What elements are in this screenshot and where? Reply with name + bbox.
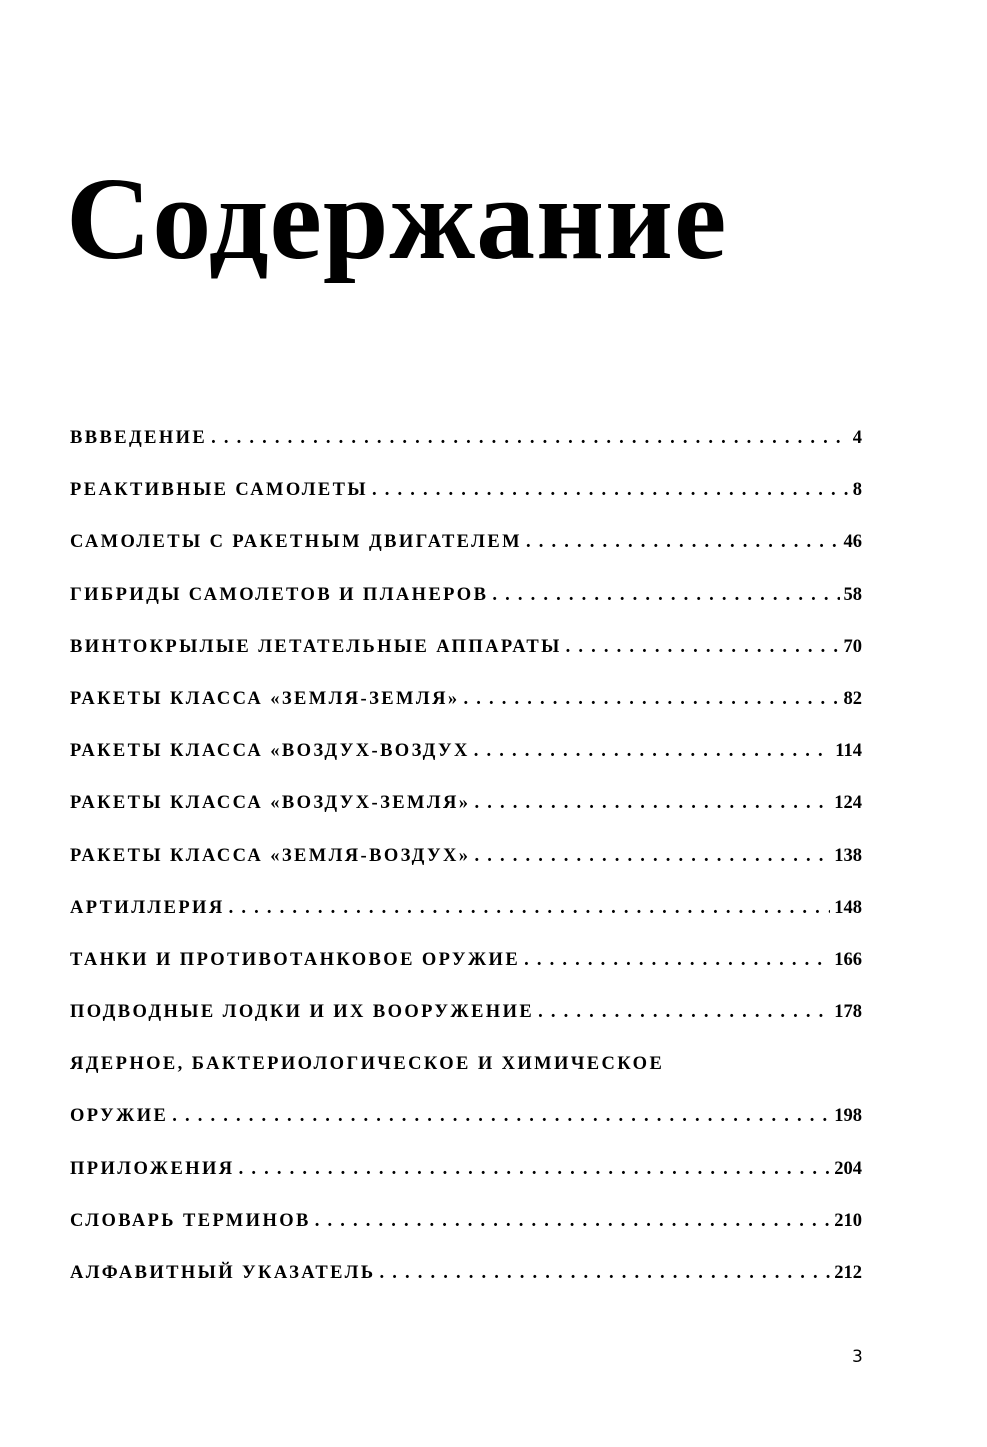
dot-leader <box>474 846 830 867</box>
toc-entry-label: ГИБРИДЫ САМОЛЕТОВ И ПЛАНЕРОВ <box>70 584 489 605</box>
toc-entry-label: АЛФАВИТНЫЙ УКАЗАТЕЛЬ <box>70 1263 376 1283</box>
toc-entry[interactable] <box>70 793 862 845</box>
dot-leader <box>566 637 840 658</box>
toc-entry-label: ТАНКИ И ПРОТИВОТАНКОВОЕ ОРУЖИЕ <box>70 949 521 970</box>
toc-entry-label: ВВВЕДЕНИЕ <box>70 428 208 448</box>
toc-entry[interactable] <box>70 1002 862 1054</box>
toc-entry-label: РАКЕТЫ КЛАССА «ВОЗДУХ-ЗЕМЛЯ» <box>70 793 471 814</box>
toc-entry-page: 210 <box>834 1210 862 1231</box>
toc-entry-page: 148 <box>834 897 862 918</box>
toc-entry[interactable] <box>70 689 862 741</box>
toc-entry-label: ПРИЛОЖЕНИЯ <box>70 1158 235 1179</box>
toc-entry[interactable] <box>70 585 862 637</box>
dot-leader <box>474 741 832 762</box>
toc-entry-line1[interactable] <box>70 1054 862 1106</box>
dot-leader <box>463 689 839 710</box>
dot-leader <box>492 585 839 606</box>
dot-leader <box>379 1263 830 1284</box>
toc-entry-label: РЕАКТИВНЫЕ САМОЛЕТЫ <box>70 480 368 501</box>
toc-entry-label: СЛОВАРЬ ТЕРМИНОВ <box>70 1210 311 1231</box>
dot-leader <box>526 532 840 553</box>
dot-leader <box>211 428 849 449</box>
dot-leader <box>229 898 831 919</box>
toc-entry[interactable] <box>70 1263 862 1315</box>
toc-entry-page: 70 <box>843 636 862 657</box>
toc-entry-label: ОРУЖИЕ <box>70 1106 169 1127</box>
toc-entry-page: 138 <box>834 845 862 866</box>
toc-entry[interactable] <box>70 1211 862 1263</box>
toc-entry-label: ПОДВОДНЫЕ ЛОДКИ И ИХ ВООРУЖЕНИЕ <box>70 1002 535 1023</box>
toc-entry-label: САМОЛЕТЫ С РАКЕТНЫМ ДВИГАТЕЛЕМ <box>70 532 522 553</box>
toc-entry[interactable] <box>70 1159 862 1211</box>
toc-entry-label: ВИНТОКРЫЛЫЕ ЛЕТАТЕЛЬНЫЕ АППАРАТЫ <box>70 636 562 657</box>
toc-entry-label: РАКЕТЫ КЛАССА «ВОЗДУХ-ВОЗДУХ <box>70 741 470 762</box>
dot-leader <box>315 1211 830 1232</box>
dot-leader <box>474 793 830 814</box>
toc-entry[interactable] <box>70 532 862 584</box>
toc-entry[interactable] <box>70 637 862 689</box>
toc-entry-page: 166 <box>834 949 862 970</box>
toc-entry-page: 204 <box>834 1158 862 1179</box>
toc-entry[interactable] <box>70 950 862 1002</box>
page-number: 3 <box>852 1347 863 1367</box>
toc-entry-page: 46 <box>843 532 862 553</box>
toc-entry[interactable] <box>70 898 862 950</box>
toc-entry-page: 178 <box>834 1002 862 1023</box>
toc-entry[interactable] <box>70 1106 862 1158</box>
toc-entry-label: РАКЕТЫ КЛАССА «ЗЕМЛЯ-ЗЕМЛЯ» <box>70 688 460 709</box>
dot-leader <box>524 950 830 971</box>
toc-entry-label: ЯДЕРНОЕ, БАКТЕРИОЛОГИЧЕСКОЕ И ХИМИЧЕСКОЕ <box>70 1054 665 1075</box>
toc-entry-label: АРТИЛЛЕРИЯ <box>70 897 225 918</box>
page-title: Содержание <box>66 153 728 284</box>
toc-entry-page: 212 <box>834 1263 862 1283</box>
dot-leader <box>538 1002 830 1023</box>
toc-entry[interactable] <box>70 741 862 793</box>
dot-leader <box>239 1159 831 1180</box>
toc-entry[interactable] <box>70 480 862 532</box>
dot-leader <box>372 480 849 501</box>
toc-entry-page: 4 <box>852 428 862 448</box>
toc-entry[interactable] <box>70 846 862 898</box>
table-of-contents <box>70 428 862 1315</box>
dot-leader <box>172 1106 830 1127</box>
toc-entry-page: 198 <box>834 1106 862 1127</box>
toc-entry[interactable] <box>70 428 862 480</box>
toc-entry-page: 82 <box>843 688 862 709</box>
toc-entry-page: 114 <box>835 741 862 762</box>
toc-entry-label: РАКЕТЫ КЛАССА «ЗЕМЛЯ-ВОЗДУХ» <box>70 845 471 866</box>
toc-entry-page: 58 <box>843 584 862 605</box>
toc-entry-page: 124 <box>834 793 862 814</box>
toc-entry-page: 8 <box>852 480 862 501</box>
